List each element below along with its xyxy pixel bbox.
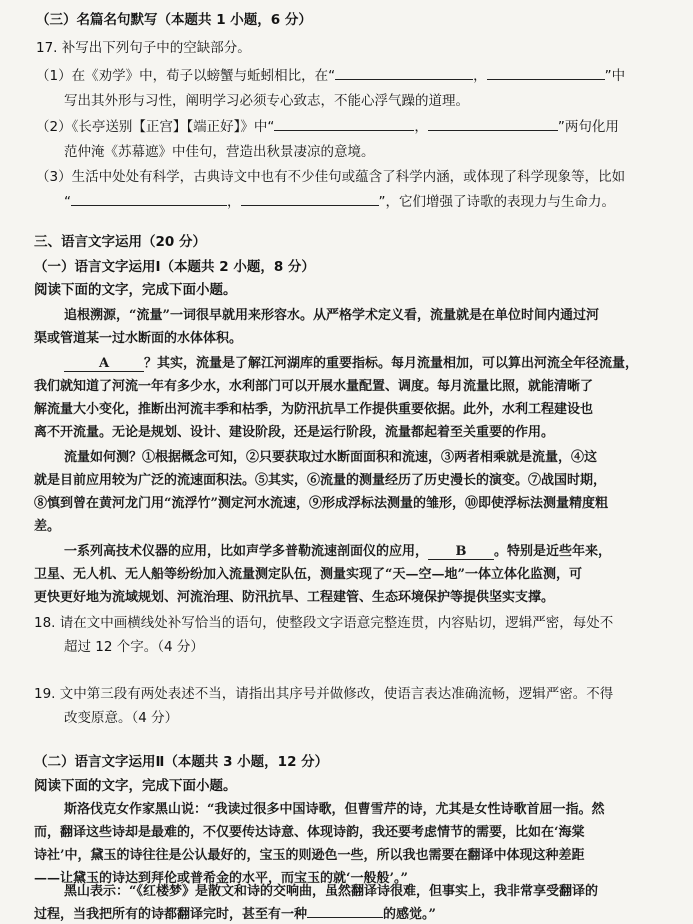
passage1-p2-line2: 我们就知道了河流一年有多少水，水利部门可以开展水量配置、调度。每月流量比照，就能清晰了: [34, 379, 594, 394]
answer-blank[interactable]: [71, 193, 227, 206]
section-title-language-use: 三、语言文字运用（20 分）: [34, 234, 206, 250]
q17-item2-line2: 范仲淹《苏幕遮》中佳句，营造出秋景凄凉的意境。: [64, 144, 375, 160]
passage2-p6-line2: 过程，当我把所有的诗都翻译完时，甚至有一种 的感觉。”: [34, 907, 436, 922]
passage1-p3-line1: 流量如何测？①根据概念可知，②只要获取过水断面面积和流速，③两者相乘就是流量，④这: [64, 450, 598, 465]
read-instruction-1: 阅读下面的文字，完成下面小题。: [34, 282, 237, 298]
question-19-line2: 改变原意。（4 分）: [64, 710, 179, 726]
passage2-p5-line3: 诗社’中，黛玉的诗往往是公认最好的，宝玉的则逊色一些，所以我也需要在翻译中体现这种差距: [34, 848, 585, 863]
q17-item1-line1: （1）在《劝学》中，荀子以螃蟹与蚯蚓相比，在“ ， ”中: [36, 68, 626, 84]
q17-item3-line1: （3）生活中处处有科学，古典诗文中也有不少佳句或蕴含了科学内涵，或体现了科学现象等，比如: [36, 169, 626, 185]
passage1-p4-line1: 一系列高技术仪器的应用，比如声学多普勒流速剖面仪的应用， B 。特别是近些年来，: [64, 544, 612, 559]
passage1-p3-line3: ⑧慎到曾在黄河龙门用“流浮竹”测定河水流速，⑨形成浮标法测量的雏形，⑩即使浮标法测量精度粗: [34, 496, 608, 511]
question-18-line1: 18. 请在文中画横线处补写恰当的语句，使整段文字语意完整连贯，内容贴切，逻辑严密，每处不: [34, 615, 614, 631]
passage1-p2-line4: 离不开流量。无论是规划、设计、建设阶段，还是运行阶段，流量都起着至关重要的作用。: [34, 425, 555, 440]
passage2-p5-line2: 而，翻译这些诗却是最难的，不仅要传达诗意、体现诗韵，我还要考虑情节的需要，比如在‘海棠: [34, 825, 585, 840]
passage1-p2-line1: A ？其实，流量是了解江河湖库的重要指标。每月流量相加，可以算出河流全年径流量，: [64, 352, 638, 372]
passage2-p5-line1: 斯洛伐克女作家黑山说：“我读过很多中国诗歌，但曹雪芹的诗，尤其是女性诗歌首屈一指。然: [64, 802, 605, 817]
q17-item2-line1: （2）《长亭送别【正宫】【端正好】》中“ ， ”两句化用: [36, 119, 619, 135]
answer-blank[interactable]: [335, 67, 473, 80]
answer-blank[interactable]: [241, 193, 379, 206]
passage1-p4-line2: 卫星、无人机、无人船等纷纷加入流量测定队伍，测量实现了“天—空—地”一体立体化监测，可: [34, 567, 582, 582]
question-19-line1: 19. 文中第三段有两处表述不当，请指出其序号并做修改，使语言表达准确流畅，逻辑严密。不得: [34, 686, 614, 702]
passage1-p2-line3: 解流量大小变化，推断出河流丰季和枯季，为防汛抗旱工作提供重要依据。此外，水利工程建设也: [34, 402, 594, 417]
answer-blank[interactable]: [487, 67, 605, 80]
answer-blank[interactable]: [428, 118, 558, 131]
blank-A[interactable]: A: [64, 356, 144, 372]
passage1-p3-line4: 差。: [34, 519, 61, 534]
q17-item1-line2: 写出其外形与习性，阐明学习必须专心致志，不能心浮气躁的道理。: [64, 93, 469, 109]
subsection-1-header: （一）语言文字运用Ⅰ（本题共 2 小题，8 分）: [34, 259, 315, 275]
answer-blank[interactable]: [274, 118, 414, 131]
passage1-p3-line2: 就是目前应用较为广泛的流速面积法。⑤其实，⑥流量的测量经历了历史漫长的演变。⑦战国时期，: [34, 473, 607, 488]
section-header-famous-quotes: （三）名篇名句默写（本题共 1 小题，6 分）: [36, 12, 312, 28]
q17-item3-line2: “ ， ”，它们增强了诗歌的表现力与生命力。: [64, 194, 615, 210]
read-instruction-2: 阅读下面的文字，完成下面小题。: [34, 778, 237, 794]
passage1-p4-line3: 更快更好地为流域规划、河流治理、防汛抗旱、工程建管、生态环境保护等提供坚实支撑。: [34, 590, 555, 605]
answer-blank[interactable]: [307, 905, 383, 918]
blank-B[interactable]: B: [428, 544, 494, 560]
passage1-p1-line2: 渠或管道某一过水断面的水体体积。: [34, 331, 243, 346]
passage2-p5-line4: ——让黛玉的诗达到拜伦或普希金的水平，而宝玉的就‘一般般’。”: [34, 871, 409, 886]
question-17-stem: 17. 补写出下列句子中的空缺部分。: [36, 40, 251, 56]
question-18-line2: 超过 12 个字。（4 分）: [64, 639, 204, 655]
passage2-p6-line1: 黑山表示：“《红楼梦》是散文和诗的交响曲，虽然翻译诗很难，但事实上，我非常享受翻译的: [64, 884, 598, 899]
passage1-p1-line1: 追根溯源，“流量”一词很早就用来形容水。从严格学术定义看，流量就是在单位时间内通过河: [64, 308, 599, 323]
subsection-2-header: （二）语言文字运用Ⅱ（本题共 3 小题，12 分）: [34, 754, 329, 770]
